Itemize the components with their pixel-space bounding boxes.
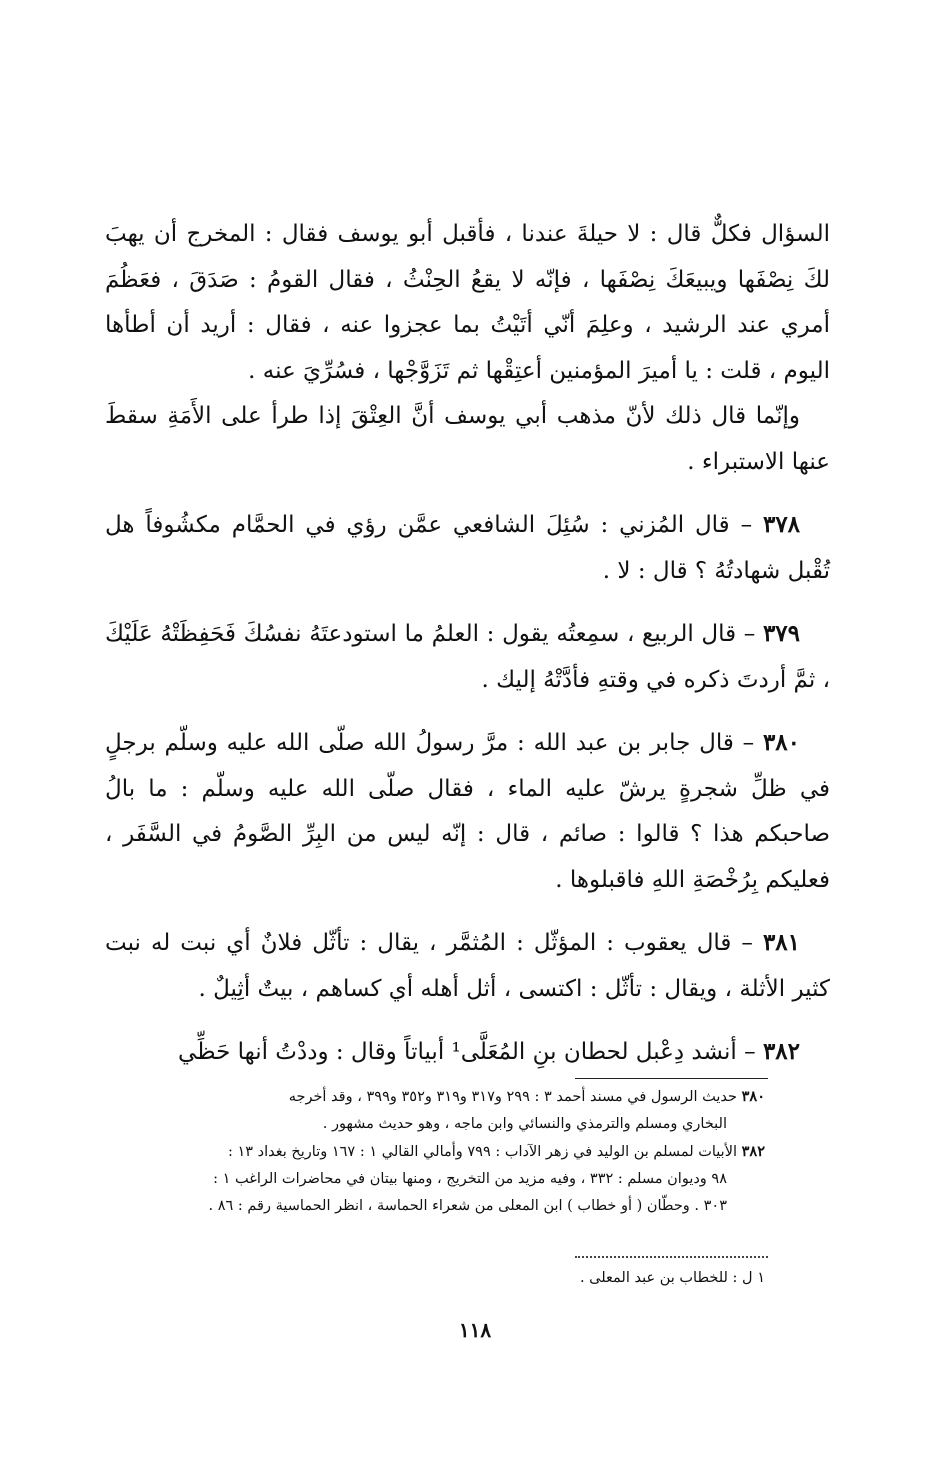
entry-text: قال المُزني : سُئِلَ الشافعي عمَّن رؤي في الحمَّام مكشُوفاً هل تُقْبل شهادتُهُ ؟ قال : لا . <box>105 512 830 584</box>
entry-dash: – <box>741 930 753 956</box>
entry-number: ٣٧٩ <box>762 620 801 647</box>
textual-note: ١ ل : للخطاب بن عبد المعلى . <box>579 1270 765 1286</box>
entry-dash: – <box>743 621 756 647</box>
entry-number: ٣٧٨ <box>762 511 801 538</box>
footnote-text: الأبيات لمسلم بن الوليد في زهر الآداب : ٧٩٩ وأمالي القالي ١ : ١٦٧ وتاريخ بغداد ١٣ : <box>227 1144 738 1160</box>
footnote-380-continuation: البخاري ومسلم والترمذي والنسائي وابن ماجه ، وهو حديث مشهور . <box>322 1116 727 1132</box>
footnote-number: ٣٨٠ <box>741 1088 765 1105</box>
entry-379 <box>105 611 830 703</box>
entry-number: ٣٨١ <box>762 929 800 956</box>
paragraph-continuation: السؤال فكلٌّ قال : لا حيلةَ عندنا ، فأقبل أبو يوسف فقال : المخرج أن يهبَ لكَ نِصْفَها ويبيعَكَ نِصْفَها ، فإنّه لا يقعُ الحِنْثُ ، فقال القومُ : صَدَقَ ، فعَظُمَ أمري عند الرشيد ، وعلِمَ أنّي أتَيْتُ بما عجزوا عنه ، فقال : أريد أن أطأها اليوم ، قلت : يا أميرَ المؤمنين أعتِقْها ثم تَزَوَّجْها ، فسُرِّيَ عنه . <box>105 221 830 384</box>
main-text <box>105 212 830 1076</box>
footnote-divider <box>575 1078 768 1079</box>
footnote-number: ٣٨٢ <box>741 1143 765 1160</box>
footnotes <box>105 1083 765 1220</box>
footnote-380 <box>105 1083 765 1111</box>
entry-text: أنشد دِعْبل لحطان بنِ المُعَلَّى¹ أبياتاً وقال : وددْتُ أنها حَظِّي <box>178 1039 737 1065</box>
footnote-382-continuation-1: ٩٨ وديوان مسلم : ٣٣٢ ، وفيه مزيد من التخريج ، ومنها بيتان في محاضرات الراغب ١ : <box>213 1171 727 1187</box>
entry-378 <box>105 502 830 594</box>
paragraph-explanation: وإنّما قال ذلك لأنّ مذهب أبي يوسف أنَّ العِتْقَ إذا طرأ على الأَمَةِ سقطَ عنها الاستبراء . <box>105 403 830 475</box>
entry-dash: – <box>744 1039 756 1065</box>
footnote-text: حديث الرسول في مسند أحمد ٣ : ٢٩٩ و٣١٧ و٣١٩ و٣٥٢ و٣٩٩ ، وقد أخرجه <box>288 1089 738 1105</box>
entry-382 <box>105 1029 830 1076</box>
entry-380 <box>105 720 830 903</box>
entry-381 <box>105 920 830 1012</box>
footnote-382-continuation-2: ٣٠٣ . وحطّان ( أو خطاب ) ابن المعلى من شعراء الحماسة ، انظر الحماسية رقم : ٨٦ . <box>208 1198 727 1214</box>
entry-text: قال جابر بن عبد الله : مرَّ رسولُ الله صلّى الله عليه وسلّم برجلٍ في ظلِّ شجرةٍ يرشّ عليه الماء ، فقال صلّى الله عليه وسلّم : ما بالُ صاحبكم هذا ؟ قالوا : صائم ، قال : إنّه ليس من البِرِّ الصَّومُ في السَّفَر ، فعليكم بِرُخْصَةِ اللهِ فاقبلوها . <box>105 730 830 893</box>
entry-number: ٣٨٠ <box>762 729 801 756</box>
entry-number: ٣٨٢ <box>762 1038 800 1065</box>
entry-dash: – <box>740 512 753 538</box>
footnote-382 <box>105 1138 765 1166</box>
entry-text: قال يعقوب : المؤثّل : المُثمَّر ، يقال : تأثّل فلانٌ أي نبت له نبت كثير الأثلة ، ويقال : تأثّل : اكتسى ، أثل أهله أي كساهم ، بيتٌ أثِيلٌ . <box>105 930 830 1002</box>
entry-text: قال الربيع ، سمِعتُه يقول : العلمُ ما استودعتَهُ نفسُكَ فَحَفِظَتْهُ عَلَيْكَ ، ثمَّ أردتَ ذكره في وقتهِ فأدَّتْهُ إليك . <box>105 621 830 693</box>
page-number: ١١٨ <box>458 1318 492 1342</box>
textual-note-divider <box>575 1256 768 1258</box>
entry-dash: – <box>742 730 755 756</box>
